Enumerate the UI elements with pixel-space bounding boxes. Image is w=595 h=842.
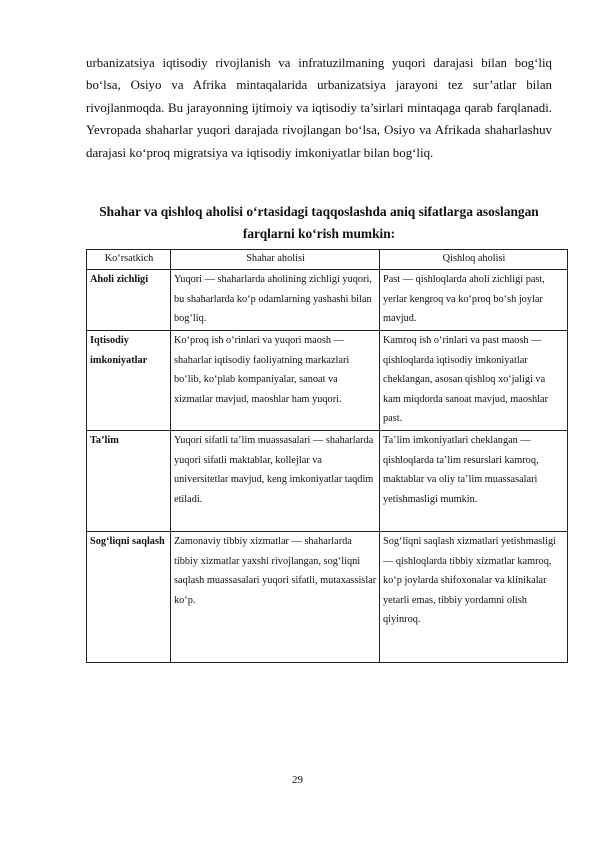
header-urban: Shahar aholisi (171, 250, 380, 270)
section-heading: Shahar va qishloq aholisi o‘rtasidagi taqqoslashda aniq sifatlarga asoslangan farqlarni ko‘rish mumkin: (99, 204, 539, 242)
row-urban: Yuqori — shaharlarda aholining zichligi yuqori, bu shaharlarda ko‘p odamlarning yashashi bilan bog‘liq. (171, 270, 380, 331)
header-rural: Qishloq aholisi (380, 250, 568, 270)
row-urban: Ko‘proq ish o‘rinlari va yuqori maosh — shaharlar iqtisodiy faoliyatning markazlari bo‘lib, ko‘plab kompaniyalar, sanoat va xizmatlar mavjud, maoshlar ham yuqori. (171, 331, 380, 431)
row-urban: Zamonaviy tibbiy xizmatlar — shaharlarda tibbiy xizmatlar yaxshi rivojlangan, sog‘liqni saqlash muassasalari yuqori sifatli, mutaxassislar ko‘p. (171, 532, 380, 663)
table-row (87, 532, 568, 663)
row-rural: Sog‘liqni saqlash xizmatlari yetishmasligi — qishloqlarda tibbiy xizmatlar kamroq, ko‘p joylarda shifoxonalar va klinikalar yetarli emas, tibbiy yordamni olish qiyinroq. (380, 532, 568, 663)
row-indicator: Aholi zichligi (87, 270, 171, 331)
row-indicator: Ta’lim (87, 431, 171, 532)
row-rural: Ta’lim imkoniyatlari cheklangan — qishloqlarda ta’lim resurslari kamroq, maktablar va oliy ta’lim muassasalari yetishmasligi mumkin. (380, 431, 568, 532)
row-urban: Yuqori sifatli ta’lim muassasalari — shaharlarda yuqori sifatli maktablar, kollejlar va universitetlar mavjud, keng imkoniyatlar taqdim etiladi. (171, 431, 380, 532)
table-row (87, 270, 568, 331)
table-header-row (87, 250, 568, 270)
row-indicator: Sog‘liqni saqlash (87, 532, 171, 663)
page-number: 29 (292, 774, 303, 786)
body-paragraph: urbanizatsiya iqtisodiy rivojlanish va infratuzilmaning yuqori darajasi bilan bog‘liq bo‘lsa, Osiyo va Afrika mintaqalarida urbanizatsiya jarayoni tez sur’atlar bilan rivojlanmoqda. Bu jarayonning ijtimoiy va iqtisodiy ta’sirlari mintaqaga qarab farqlanadi. Yevropada shaharlar yuqori darajada rivojlangan bo‘lsa, Osiyo va Afrikada shaharlashuv darajasi ko‘proq migratsiya va iqtisodiy imkoniyatlar bilan bog‘liq. (86, 56, 552, 160)
table-row (87, 431, 568, 532)
header-indicator: Ko‘rsatkich (87, 250, 171, 270)
table-row (87, 331, 568, 431)
row-rural: Kamroq ish o‘rinlari va past maosh — qishloqlarda iqtisodiy imkoniyatlar cheklangan, asosan qishloq xo‘jaligi va kam miqdorda sanoat mavjud, maoshlar past. (380, 331, 568, 431)
row-rural: Past — qishloqlarda aholi zichligi past, yerlar kengroq va ko‘proq bo‘sh joylar mavjud. (380, 270, 568, 331)
row-indicator: Iqtisodiy imkoniyatlar (87, 331, 171, 431)
comparison-table (86, 249, 568, 663)
